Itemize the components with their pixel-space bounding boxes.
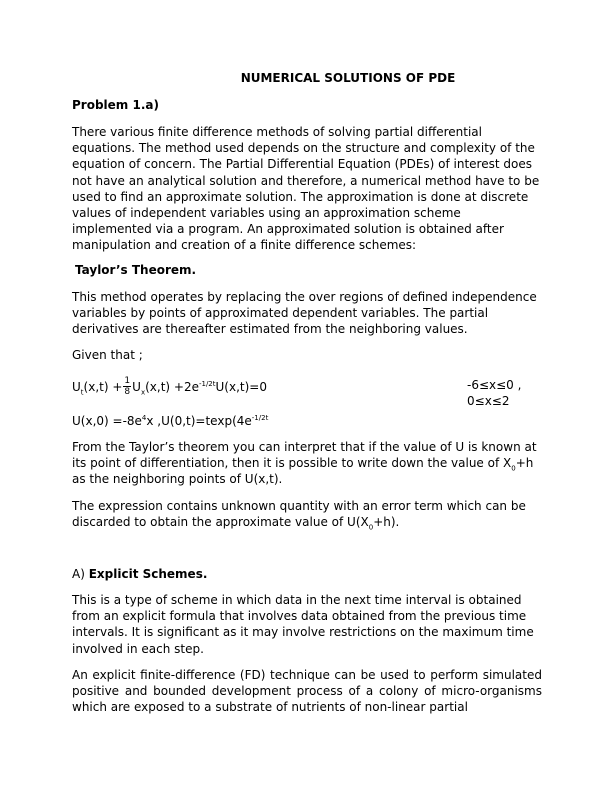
initial-conditions	[72, 413, 542, 429]
interp-sub: 0	[511, 464, 516, 473]
eq-args3: U(x,t)=0	[215, 380, 267, 394]
pde-equation	[72, 376, 552, 409]
eq-u2: U	[132, 380, 141, 394]
expression-paragraph	[72, 498, 542, 530]
fd-paragraph: An explicit finite-difference (FD) technique can be used to perform simulated positive and bounded development process of a colony of micro-organisms which are exposed to a substrate of nutrients of non-linear partial	[72, 668, 542, 715]
ic-part1: U(x,0) =-8e	[72, 414, 142, 428]
eq-args2: (x,t) +2e	[145, 380, 199, 394]
given-label: Given that ;	[72, 348, 143, 362]
expr-part1: The expression contains unknown quantity with an error term which can be discarded to obtain the approximate value of U(X	[72, 499, 526, 530]
taylor-interpretation	[72, 439, 542, 488]
ic-sup1: 4	[141, 414, 147, 422]
explicit-paragraph: This is a type of scheme in which data in the next time interval is obtained from an explicit formula that involves data obtained from the previous time intervals. It is significant as it may involve restrictions on the maximum time involved in each step.	[72, 593, 534, 656]
eq-frac-den: 8	[124, 387, 131, 397]
expr-part2: +h).	[373, 515, 400, 530]
interp-part1: From the Taylor’s theorem you can interpret that if the value of U is known at its point of differentiation, then it is possible to write down the value of X	[72, 440, 537, 471]
eq-t-sub: t	[80, 388, 84, 397]
eq-frac-num: 1	[124, 376, 131, 386]
eq-fraction	[123, 376, 131, 397]
eq-u: U	[72, 380, 81, 394]
taylor-paragraph: This method operates by replacing the over regions of defined independence variables by points of approximated dependent variables. The partial derivatives are thereafter estimated from the neighboring values.	[72, 290, 537, 337]
taylor-heading: Taylor’s Theorem.	[75, 263, 197, 277]
ic-sup2: -1/2t	[251, 414, 269, 422]
intro-paragraph: There various finite difference methods of solving partial differential equations. The method used depends on the structure and complexity of the equation of concern. The Partial Differential Equation (PDEs) of interest does not have an analytical solution and therefore, a numerical method have to be used to find an approximate solution. The approximation is done at discrete values of independent variables using an approximation scheme implemented via a program. An approximated solution is obtained after manipulation and creation of a finite difference schemes:	[72, 125, 540, 253]
interp-part2: +h as the neighboring points of U(x,t).	[72, 456, 534, 487]
ic-part2: x ,U(0,t)=texp(4e	[146, 414, 252, 428]
eq-x-sub: x	[140, 388, 146, 397]
document-title: NUMERICAL SOLUTIONS OF PDE	[240, 71, 456, 85]
eq-domain: -6≤x≤0 , 0≤x≤2	[467, 378, 522, 409]
explicit-prefix: A)	[72, 567, 89, 581]
eq-args1: (x,t) +	[83, 380, 123, 394]
explicit-heading-line	[72, 566, 542, 582]
problem-heading: Problem 1.a)	[72, 98, 159, 112]
expr-sub: 0	[368, 523, 374, 532]
eq-exp-sup: -1/2t	[198, 380, 216, 388]
explicit-heading: Explicit Schemes.	[88, 567, 208, 581]
